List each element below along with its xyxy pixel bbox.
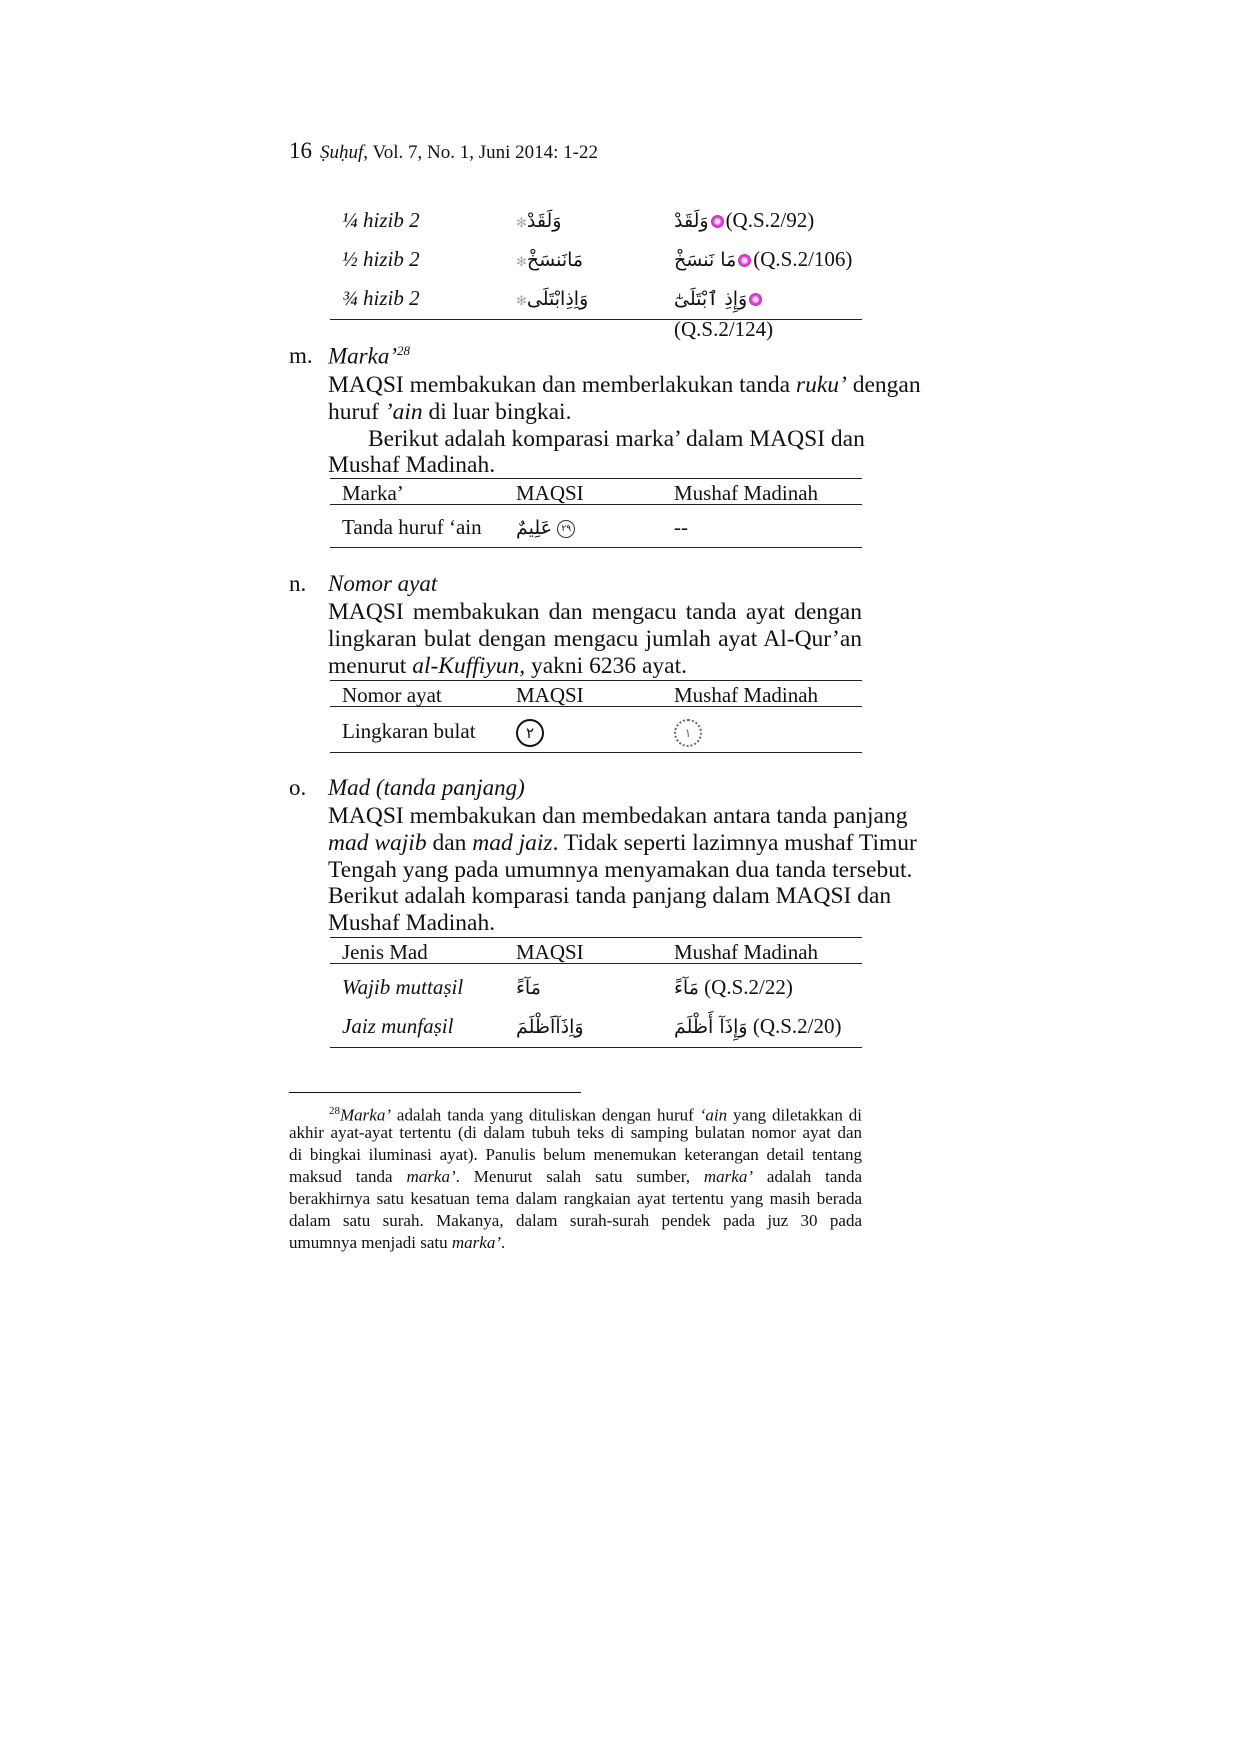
section-n-label: n. [289,571,307,596]
rub-flower-icon [711,215,724,228]
paragraph-line: Tengah yang pada umumnya menyamakan dua tanda tersebut. [328,856,913,883]
paragraph-line: Berikut adalah komparasi tanda panjang dalam MAQSI dan [328,883,892,910]
footnote [289,1100,862,1254]
hizib-label: ¾ hizib 2 [342,286,420,310]
table-row [330,244,862,274]
section-m-title: Marka’$^{28}$ [328,343,410,369]
table-row [330,1011,862,1041]
paragraph-line: MAQSI membakukan dan mengacu tanda ayat dengan [328,599,862,625]
footnote-line: di bingkai iluminasi ayat). Panulis belum menemukan keterangan detail tentang [289,1145,862,1164]
paragraph-line: Mushaf Madinah. [328,452,496,479]
section-o-label: o. [289,775,307,800]
column-header: MAQSI [516,683,584,707]
footnote-line: berakhirnya satu kesatuan tema dalam rangkaian ayat tertentu yang masih berada [289,1189,862,1208]
star-icon: ✻ [516,294,527,309]
paragraph-line: MAQSI membakukan dan memberlakukan tanda ruku’ dengan [328,372,921,398]
paragraph-line: Berikut adalah komparasi marka’ dalam MAQSI dan [368,425,865,452]
table-rule [330,752,862,753]
journal-name: Ṣuḥuf [320,142,364,163]
maqsi-arabic: وَاِذِابْتَلَى [526,288,589,310]
table-rule [330,1047,862,1048]
table-row [330,716,862,746]
section-o-body [328,803,917,937]
table-row [330,972,862,1002]
column-header: Mushaf Madinah [674,481,819,505]
footnote-line: umumnya menjadi satu marka’. [289,1233,506,1252]
paragraph-line: MAQSI membakukan dan membedakan antara tanda panjang [328,803,908,829]
ayah-ref: (Q.S.2/20) [752,1014,842,1038]
column-header: Marka’ [342,481,404,505]
column-header: MAQSI [516,481,584,505]
ayat-mark-type: Lingkaran bulat [342,719,476,743]
hizib-label: ¼ hizib 2 [342,208,420,232]
mad-type: Wajib muttaṣil [342,975,464,999]
table-row [330,205,862,235]
running-header [289,138,598,164]
rub-flower-icon [738,254,751,267]
column-header: Nomor ayat [342,683,442,707]
star-icon: ✻ [516,216,527,231]
footnote-line: maksud tanda marka’. Menurut salah satu sumber, marka’ adalah tanda [289,1167,862,1186]
table-rule [330,963,862,964]
ayah-ref: (Q.S.2/124) [674,317,774,341]
maqsi-arabic: عَلِيمٌ [516,517,553,539]
table-row [330,283,862,341]
column-header: Mushaf Madinah [674,683,819,707]
column-header: Mushaf Madinah [674,940,819,964]
paragraph-line: mad wajib dan mad jaiz. Tidak seperti lazimnya mushaf Timur [328,829,917,856]
column-header: MAQSI [516,940,584,964]
ayah-number-ornament-icon: ١ [674,719,702,747]
ain-mark-icon: ٢٩ [557,520,575,538]
maqsi-arabic: وَاِذَآاَظْلَمَ [516,1016,584,1038]
section-m-body [328,372,921,479]
section-n-body [328,599,862,679]
section-n-title: Nomor ayat [328,571,438,596]
hizib-label: ½ hizib 2 [342,247,420,271]
section-m-label: m. [289,343,313,368]
footnote-ref: 28 [396,343,410,358]
citation: , Vol. 7, No. 1, Juni 2014: 1-22 [363,142,598,163]
footnote-rule [289,1092,581,1093]
star-icon: ✻ [516,255,527,270]
table-rule [330,504,862,505]
page-number: 16 [289,138,312,163]
footnote-line: $^{28}$Marka’ adalah tanda yang dituliskan dengan huruf ‘ain yang diletakkan di [329,1105,863,1125]
maqsi-arabic: مَانَنسَخْ [526,249,584,271]
table-rule [330,547,862,548]
madinah-arabic: وَإِذَآ أَظْلَمَ [674,1016,748,1038]
table-rule [330,706,862,707]
paragraph-line: lingkaran bulat dengan mengacu jumlah ayat Al-Qur’an [328,625,862,652]
madinah-arabic: وَلَقَدْ [674,210,709,232]
paragraph-line: Mushaf Madinah. [328,910,496,937]
ayah-ref: (Q.S.2/92) [725,208,815,232]
table-rule [330,319,862,320]
ayah-ref: (Q.S.2/106) [753,247,853,271]
paragraph-line: huruf ’ain di luar bingkai. [328,398,572,425]
section-o-title: Mad (tanda panjang) [328,775,525,800]
footnote-line: akhir ayat-ayat tertentu (di dalam tubuh teks di samping bulatan nomor ayat dan [289,1123,862,1142]
table-row [330,512,862,542]
maqsi-arabic: مَآءً [516,977,541,999]
footnote-number: 28 [329,1105,340,1117]
ayah-number-circle-icon: ٢ [516,719,544,747]
paragraph-line: menurut al-Kuffiyun, yakni 6236 ayat. [328,652,687,679]
mad-type: Jaiz munfaṣil [342,1014,454,1038]
madinah-arabic: مَآءً [674,977,699,999]
ayah-ref: (Q.S.2/22) [704,975,793,999]
rub-flower-icon [749,293,762,306]
footnote-line: dalam satu surah. Makanya, dalam surah-surah pendek pada juz 30 pada [289,1211,862,1230]
madinah-arabic: وَإِذِ ٱبْتَلَىٰٓ [674,288,748,310]
maqsi-arabic: وَلَقَدْ [526,210,562,232]
madinah-arabic: مَا نَنسَخْ [674,249,737,271]
marka-type: Tanda huruf ‘ain [342,515,482,539]
madinah-value: -- [674,515,688,539]
column-header: Jenis Mad [342,940,428,964]
